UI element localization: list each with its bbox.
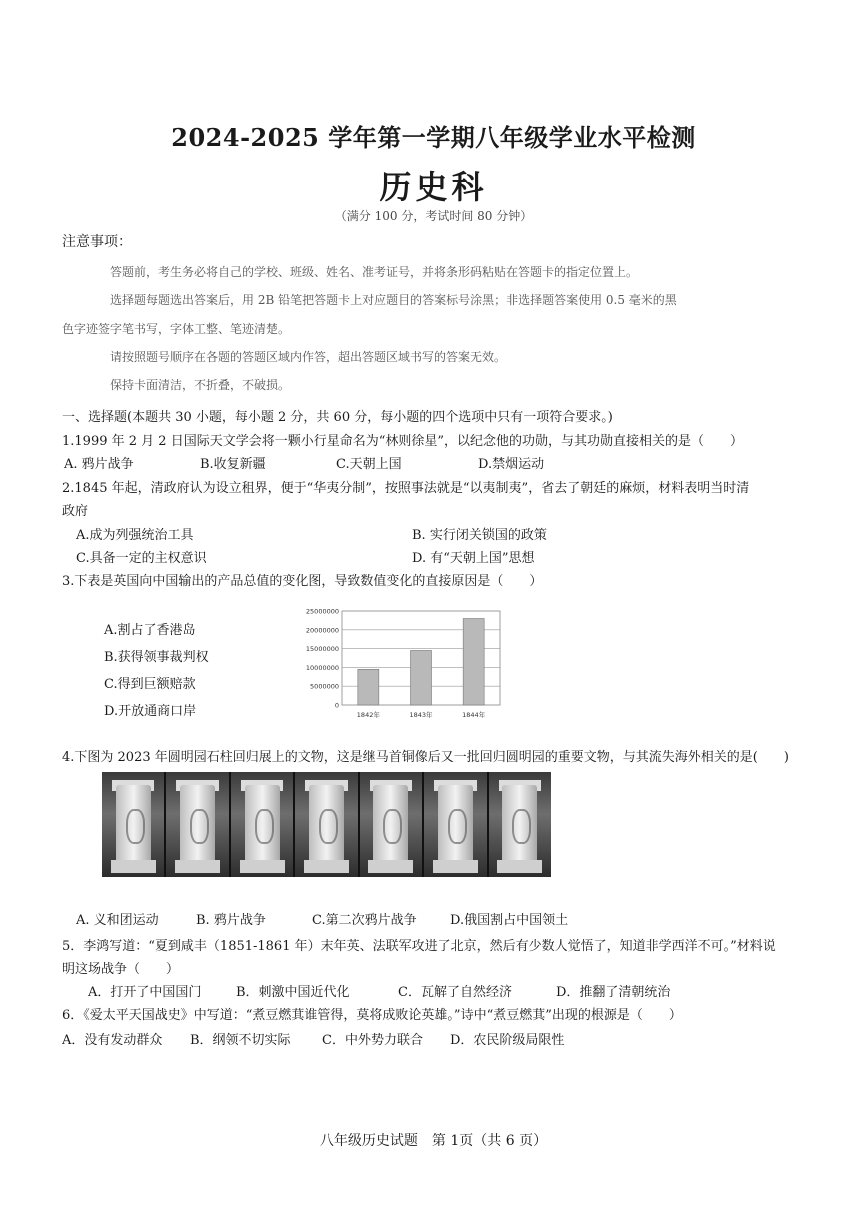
- subject-title: 历史科: [379, 168, 488, 206]
- q6-option-c: C．中外势力联合: [322, 1033, 423, 1048]
- stone-pillar-photo: [489, 772, 551, 877]
- q1-option-b: B.收复新疆: [200, 457, 266, 472]
- q4-option-b: B. 鸦片战争: [196, 913, 266, 928]
- q4-option-d: D.俄国割占中国领土: [450, 913, 569, 928]
- q2-option-c: C.具备一定的主权意识: [76, 551, 207, 566]
- stone-pillar-photos: [102, 772, 551, 877]
- page-footer: 八年级历史试题 第 1页（共 6 页）: [319, 1133, 548, 1149]
- q1-option-c: C.天朝上国: [336, 457, 402, 472]
- y-tick-label: 0: [334, 701, 339, 710]
- score-info: （满分 100 分，考试时间 80 分钟）: [334, 209, 533, 223]
- question-2-stem: 2.1845 年起，清政府认为设立租界，便于“华夷分制”，按照事法就是“以夷制夷”，省去了朝廷的麻烦，材料表明当时清: [62, 481, 750, 496]
- q1-option-d: D.禁烟运动: [478, 457, 545, 472]
- question-2-stem-cont: 政府: [62, 504, 89, 519]
- y-tick-label: 5000000: [310, 682, 339, 691]
- question-3-stem: 3.下表是英国向中国输出的产品总值的变化图，导致数值变化的直接原因是（ ）: [62, 574, 543, 589]
- notice-item: 选择题每题选出答案后，用 2B 铅笔把答题卡上对应题目的答案标号涂黑；非选择题答案使用 0.5 毫米的黑: [110, 293, 677, 307]
- notice-title: 注意事项：: [62, 234, 132, 250]
- notice-item: 请按照题号顺序在各题的答题区域内作答，超出答题区域书写的答案无效。: [110, 350, 507, 364]
- q3-option-d: D.开放通商口岸: [104, 704, 197, 719]
- stone-pillar-photo: [360, 772, 422, 877]
- question-4-stem: 4.下图为 2023 年圆明园石柱回归展上的文物，这是继马首铜像后又一批回归圆明园的重要文物，与其流失海外相关的是( ): [62, 750, 789, 765]
- bar: [358, 669, 379, 705]
- q2-option-d: D. 有“天朝上国”思想: [412, 551, 535, 566]
- stone-pillar-photo: [295, 772, 357, 877]
- q5-option-c: C．瓦解了自然经济: [398, 985, 512, 1000]
- section-heading: 一、选择题(本题共 30 小题，每小题 2 分，共 60 分，每小题的四个选项中只有一项符合要求。): [62, 410, 613, 425]
- stone-pillar-photo: [166, 772, 228, 877]
- q1-option-a: A. 鸦片战争: [64, 457, 134, 472]
- notice-item: 答题前，考生务必将自己的学校、班级、姓名、准考证号，并将条形码粘贴在答题卡的指定位置上。: [110, 265, 639, 279]
- question-5-stem-cont: 明这场战争（ ）: [62, 962, 180, 977]
- y-tick-label: 15000000: [305, 645, 339, 654]
- x-tick-label: 1842年: [356, 711, 380, 719]
- stone-pillar-photo: [102, 772, 164, 877]
- q2-option-a: A.成为列强统治工具: [76, 528, 194, 543]
- notice-item: 色字迹签字笔书写，字体工整、笔迹清楚。: [62, 322, 291, 336]
- q3-option-b: B.获得领事裁判权: [104, 650, 209, 665]
- q4-option-c: C.第二次鸦片战争: [312, 913, 417, 928]
- bar: [411, 650, 432, 705]
- x-tick-label: 1844年: [462, 711, 486, 719]
- question-5-stem: 5．李鸿写道：“夏到咸丰（1851-1861 年）末年英、法联军攻进了北京，然后有少数人觉悟了，知道非学西洋不可。”材料说: [62, 939, 776, 954]
- question-1-stem: 1.1999 年 2 月 2 日国际天文学会将一颗小行星命名为“林则徐星”，以纪念他的功勋，与其功勋直接相关的是（ ）: [62, 434, 743, 449]
- exam-title: 2024-2025 学年第一学期八年级学业水平检测: [171, 123, 696, 152]
- q6-option-a: A．没有发动群众: [62, 1033, 163, 1048]
- y-tick-label: 10000000: [305, 663, 339, 672]
- x-tick-label: 1843年: [409, 711, 433, 719]
- y-tick-label: 25000000: [305, 607, 339, 616]
- q3-option-c: C.得到巨额赔款: [104, 677, 196, 692]
- q6-option-b: B．纲领不切实际: [190, 1033, 291, 1048]
- notice-item: 保持卡面清洁，不折叠，不破损。: [110, 378, 291, 392]
- q6-option-d: D．农民阶级局限性: [450, 1033, 565, 1048]
- stone-pillar-photo: [424, 772, 486, 877]
- question-6-stem: 6．《爱太平天国战史》中写道：“煮豆燃萁谁管得，莫将成败论英雄。”诗中“煮豆燃萁”出现的根源是（ ）: [62, 1008, 682, 1023]
- q3-option-a: A.割占了香港岛: [104, 623, 196, 638]
- y-tick-label: 20000000: [305, 626, 339, 635]
- q5-option-d: D．推翻了清朝统治: [556, 985, 671, 1000]
- q4-option-a: A. 义和团运动: [76, 913, 159, 928]
- q5-option-a: A．打开了中国国门: [88, 985, 202, 1000]
- export-value-bar-chart: [290, 603, 510, 728]
- bar: [463, 619, 484, 705]
- q5-option-b: B．刺激中国近代化: [236, 985, 350, 1000]
- q2-option-b: B. 实行闭关锁国的政策: [412, 528, 547, 543]
- stone-pillar-photo: [231, 772, 293, 877]
